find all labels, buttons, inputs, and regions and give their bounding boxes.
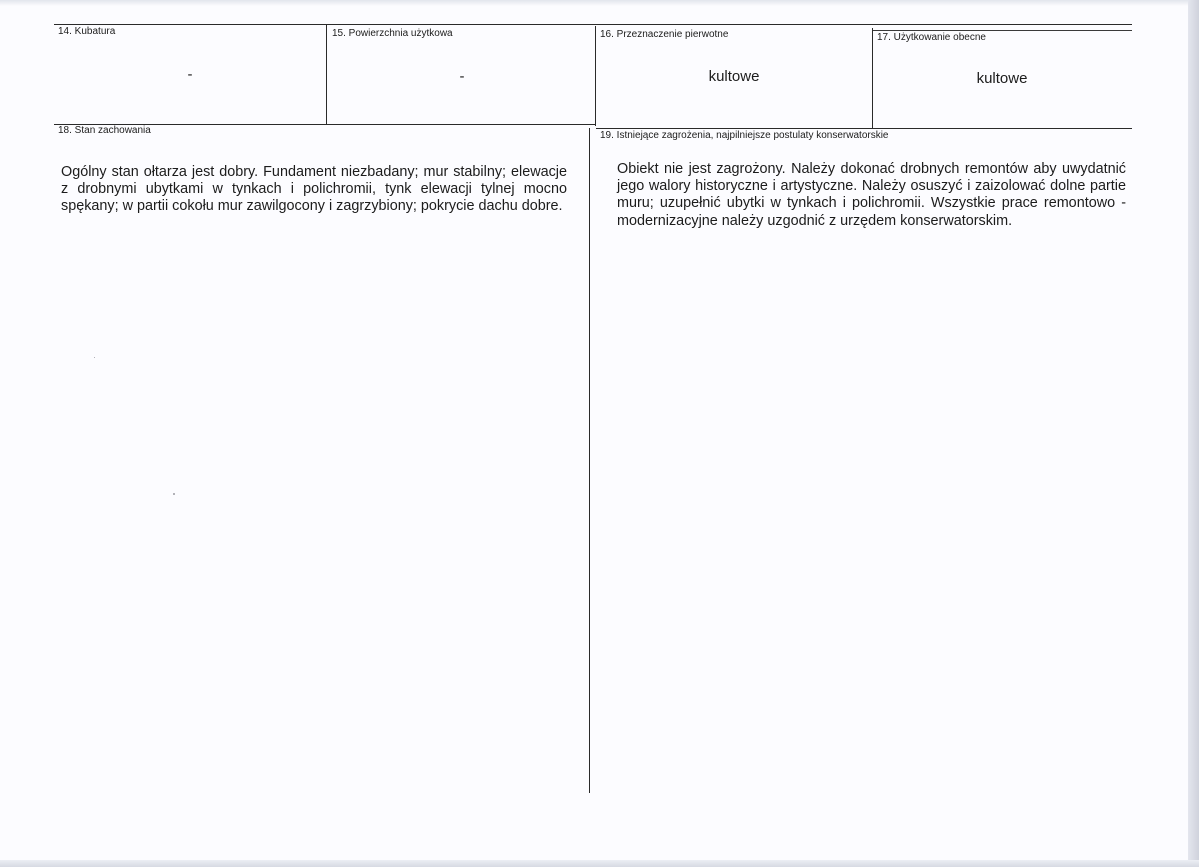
field-15-value: -: [459, 68, 465, 85]
field-16-value: kultowe: [708, 68, 760, 85]
rule-divider-16-17: [872, 28, 873, 128]
field-18-text: Ogólny stan ołtarza jest dobry. Fundament niezbadany; mur stabilny; elewacje z drobnymi ubytkami w tynkach i polichromii, tynk elewacji tylnej mocno spękany; w partii cokołu mur zawilgocony i zagrzybiony; pokrycie dachu dobre.: [61, 164, 567, 215]
rule-top: [54, 24, 1132, 25]
rule-divider-15-16: [595, 26, 596, 126]
field-15-label: 15. Powierzchnia użytkowa: [332, 28, 453, 39]
field-14-label: 14. Kubatura: [58, 26, 116, 37]
scan-speck: [173, 493, 175, 495]
rule-divider-14-15: [326, 24, 327, 124]
field-17-label: 17. Użytkowanie obecne: [877, 32, 986, 43]
field-16-label: 16. Przeznaczenie pierwotne: [600, 29, 729, 40]
field-19-text: Obiekt nie jest zagrożony. Należy dokonać drobnych remontów aby uwydatnić jego walory historyczne i artystyczne. Należy osuszyć i zaizolować dolne partie muru; uzupełnić ubytki w tynkach i polichromii. Wszystkie prace remontowo - modernizacyjne należy uzgodnić z urzędem konserwatorskim.: [617, 161, 1126, 229]
rule-row2-right-top: [872, 30, 1132, 31]
rule-middle-right: [596, 128, 1132, 129]
field-14-value: -: [187, 66, 193, 83]
rule-divider-18-19: [589, 128, 590, 793]
scan-edge-bottom: [0, 860, 1199, 867]
field-17-value: kultowe: [976, 70, 1028, 87]
field-18-label: 18. Stan zachowania: [58, 125, 151, 136]
scan-speck: [94, 357, 95, 358]
scan-edge-top: [0, 0, 1199, 6]
field-19-label: 19. Istniejące zagrożenia, najpilniejsze postulaty konserwatorskie: [600, 130, 889, 141]
scan-edge-right: [1188, 0, 1199, 867]
